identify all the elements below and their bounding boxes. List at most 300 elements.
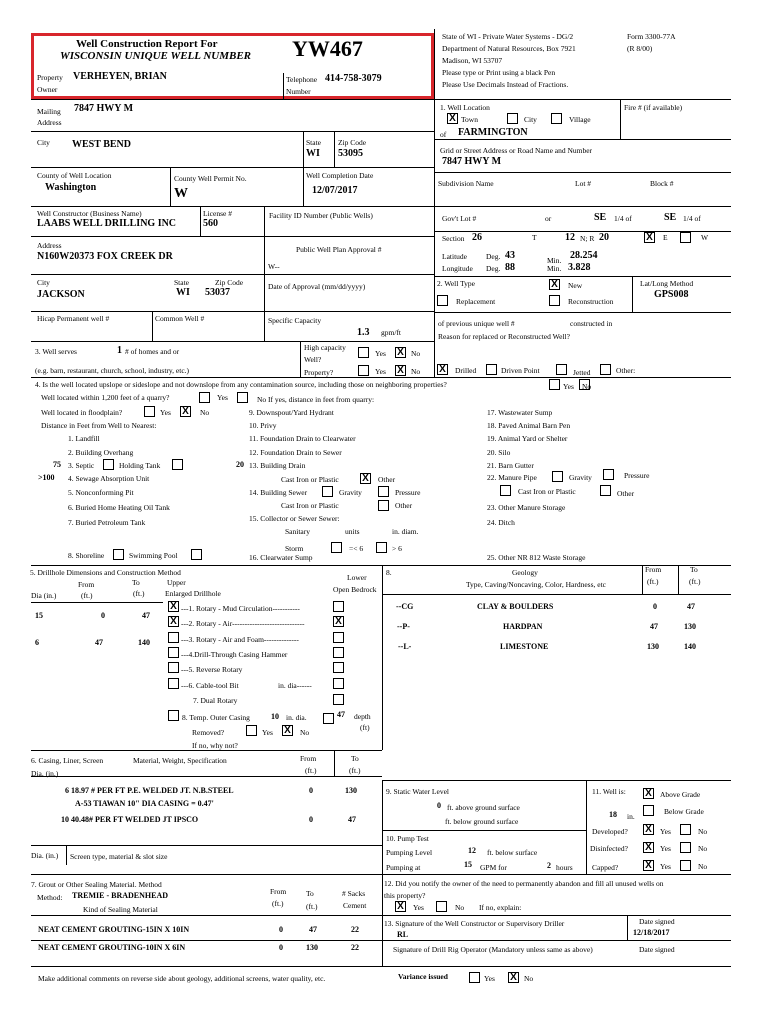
rig-operator-label: Signature of Drill Rig Operator (Mandatory unless same as above) <box>393 945 593 954</box>
yes-label: Yes <box>217 393 228 402</box>
well-type-label: 2. Well Type <box>437 279 475 288</box>
latitude-label: Latitude <box>442 252 467 261</box>
geology-from-ft: (ft.) <box>647 577 659 586</box>
pumping-level: 12 <box>468 846 476 855</box>
cement-label: Cement <box>343 901 367 910</box>
method-2-checkbox[interactable]: X <box>168 616 179 627</box>
floodplain-label: Well located in floodplain? <box>41 408 123 417</box>
divider <box>66 845 67 865</box>
other-label: Other <box>378 475 396 484</box>
floodplain-yes[interactable] <box>144 406 155 417</box>
date-signed-label-2: Date signed <box>639 945 675 954</box>
grout-to-label: To <box>306 889 314 898</box>
item-petroleum: 7. Buried Petroleum Tank <box>68 518 146 527</box>
item-barn-pen: 18. Paved Animal Barn Pen <box>487 421 571 430</box>
telephone-label: Telephone <box>286 75 318 84</box>
casing-from-1: 0 <box>309 786 313 795</box>
rule <box>434 139 731 140</box>
from-label: From <box>78 580 95 589</box>
county: Washington <box>45 182 97 193</box>
no-label: No <box>698 844 708 853</box>
rule <box>382 780 731 781</box>
item-landfill: 1. Landfill <box>68 434 100 443</box>
method-5: ---5. Reverse Rotary <box>181 665 243 674</box>
telephone: 414-758-3079 <box>325 73 382 84</box>
below-grade-label: Below Grade <box>664 807 704 816</box>
casing-to-ft: (ft.) <box>349 766 361 775</box>
method-3: ---3. Rotary - Air and Foam-------------- <box>181 635 299 644</box>
item-drain-clearwater: 11. Foundation Drain to Clearwater <box>249 434 356 443</box>
q12-text-2: this property? <box>384 891 426 900</box>
geology-code-1: --CG <box>396 602 414 611</box>
city-checkbox[interactable] <box>507 113 518 124</box>
rule <box>31 131 434 132</box>
west-checkbox[interactable] <box>680 232 691 243</box>
quarry-no-label: No If yes, distance in feet from quarry: <box>257 395 375 404</box>
rule <box>31 915 382 916</box>
latlong-method: GPS008 <box>654 289 689 300</box>
manure-pressure-checkbox[interactable] <box>603 469 614 480</box>
sanitary-label: Sanitary <box>285 527 310 536</box>
no-label: No <box>411 367 421 376</box>
well-is-label: 11. Well is: <box>592 787 626 796</box>
latitude-degrees: 43 <box>505 250 515 261</box>
hicap-well-yes[interactable] <box>358 347 369 358</box>
divider <box>678 565 679 594</box>
gravity-label: Gravity <box>339 488 362 497</box>
drill-from-2: 47 <box>95 638 103 647</box>
yes-label: Yes <box>413 903 424 912</box>
drill-dia-1: 15 <box>35 611 43 620</box>
casing-to-1: 130 <box>345 786 357 795</box>
geology-desc-1: CLAY & BOULDERS <box>477 602 554 611</box>
grout-sacks-1: 22 <box>351 925 359 934</box>
rule <box>31 206 731 207</box>
method-8-checkbox[interactable] <box>168 710 179 721</box>
static-water-level: 0 <box>437 801 441 810</box>
jetted-checkbox[interactable] <box>556 364 567 375</box>
mailing-label: Address <box>37 118 62 127</box>
depth-ft: (ft) <box>360 723 370 732</box>
below-grade-checkbox[interactable] <box>643 805 654 816</box>
date-signed: 12/18/2017 <box>633 928 670 937</box>
county-label: County of Well Location <box>37 171 112 180</box>
rule <box>434 312 731 313</box>
yes-label: Yes <box>660 844 671 853</box>
town-checkbox[interactable]: X <box>447 113 458 124</box>
quarry-no[interactable] <box>237 392 248 403</box>
depth-label: depth <box>354 712 371 721</box>
distance-building-drain: 20 <box>236 460 244 469</box>
distance-septic: 75 <box>53 460 61 469</box>
item-collector: 15. Collector or Sewer Sewer: <box>249 514 340 523</box>
cast-iron-label-2: Cast Iron or Plastic <box>281 501 339 510</box>
rule <box>382 830 586 831</box>
constructor-address: N160W20373 FOX CREEK DR <box>37 251 173 262</box>
method-8-lower[interactable] <box>323 713 334 724</box>
rule <box>31 311 434 312</box>
casing-row-2: 10 40.48# PER FT WELDED JT IPSCO <box>61 815 199 824</box>
to-label: To <box>132 578 140 587</box>
divider <box>620 99 621 139</box>
plan-approval-label: Public Well Plan Approval # <box>296 245 382 254</box>
q4-yes[interactable] <box>549 379 560 390</box>
pressure-label: Pressure <box>395 488 421 497</box>
gt6-label: > 6 <box>392 544 402 553</box>
hicap-property-yes[interactable] <box>358 365 369 376</box>
no-label: No <box>455 903 465 912</box>
divider <box>382 874 383 966</box>
west-label: W <box>701 233 709 242</box>
above-grade-checkbox[interactable]: X <box>643 788 654 799</box>
item-septic: 3. Septic <box>68 461 95 470</box>
yes-label: Yes <box>563 382 574 391</box>
method-4-lower[interactable] <box>333 647 344 658</box>
shoreline-checkbox[interactable] <box>113 549 124 560</box>
jetted-label: Jetted <box>573 368 591 377</box>
method-label: Method: <box>37 893 63 902</box>
method-7: 7. Dual Rotary <box>193 696 238 705</box>
address-label: Address <box>37 241 62 250</box>
pressure-label-2: Pressure <box>624 471 650 480</box>
mailing-label: Mailing <box>37 107 61 116</box>
if-no-explain: If no, explain: <box>479 903 522 912</box>
ft-label: (ft.) <box>81 591 93 600</box>
casing-from-2: 0 <box>309 815 313 824</box>
fire-label: Fire # (if available) <box>624 103 683 112</box>
divider <box>264 206 265 341</box>
owner-city: WEST BEND <box>72 139 132 150</box>
date-signed-label: Date signed <box>639 917 675 926</box>
pressure-checkbox[interactable] <box>378 486 389 497</box>
constructor-name: LAABS WELL DRILLING INC <box>37 218 177 229</box>
rule <box>383 594 731 595</box>
rule <box>31 776 382 777</box>
distance-sewage: >100 <box>38 473 55 482</box>
rule <box>31 940 382 941</box>
casing-row-1a: 6 18.97 # PER FT P.E. WELDED JT. N.B.STEEL <box>65 786 234 795</box>
grid-label: Grid or Street Address or Road Name and Number <box>440 146 593 155</box>
form-subtitle: WISCONSIN UNIQUE WELL NUMBER <box>60 50 252 62</box>
sacks-label: # Sacks <box>342 889 366 898</box>
pumping-gpm: 15 <box>464 860 472 869</box>
pumping-at-label: Pumping at <box>386 863 421 872</box>
geology-from-2: 47 <box>650 622 658 631</box>
divider <box>632 276 633 312</box>
hicap-property-no[interactable]: X <box>395 365 406 376</box>
rule <box>434 172 731 173</box>
rule <box>31 167 434 168</box>
item-downspout: 9. Downspout/Yard Hydrant <box>249 408 334 417</box>
no-label: No <box>411 349 421 358</box>
yes-label: Yes <box>262 728 273 737</box>
method-6-lower[interactable] <box>333 678 344 689</box>
rule <box>31 236 434 237</box>
new-checkbox[interactable]: X <box>549 279 560 290</box>
capped-label: Capped? <box>592 863 619 872</box>
reconstruction-checkbox[interactable] <box>549 295 560 306</box>
other-label-2: Other <box>395 501 413 510</box>
above-ground-label: ft. above ground surface <box>447 803 520 812</box>
divider <box>382 565 383 750</box>
deg-label: Deg. <box>486 252 501 261</box>
notify-yes[interactable]: X <box>395 901 406 912</box>
geology-to-2: 130 <box>684 622 696 631</box>
method-1-lower[interactable] <box>333 601 344 612</box>
serves-eg: (e.g. barn, restaurant, church, school, industry, etc.) <box>35 366 190 375</box>
homes-count: 1 <box>117 345 122 356</box>
units-label: units <box>345 527 360 536</box>
method-3-lower[interactable] <box>333 632 344 643</box>
variance-yes[interactable] <box>469 972 480 983</box>
driven-checkbox[interactable] <box>486 364 497 375</box>
geology-from-3: 130 <box>647 642 659 651</box>
capped-no[interactable] <box>680 860 691 871</box>
casing-from-ft: (ft.) <box>305 766 317 775</box>
center-divider <box>434 29 435 377</box>
owner-state: WI <box>306 148 320 159</box>
rule <box>31 99 731 100</box>
other-label-3: Other <box>617 489 635 498</box>
open-bedrock-label: Open Bedrock <box>333 585 377 594</box>
serves-label: 3. Well serves <box>35 347 77 356</box>
casing-to-2: 47 <box>348 815 356 824</box>
manure-cast-checkbox[interactable] <box>500 485 511 496</box>
well-number: YW467 <box>292 36 363 61</box>
above-grade-label: Above Grade <box>660 790 701 799</box>
longitude-label: Longitude <box>442 264 473 273</box>
section-label: Section <box>442 234 465 243</box>
geology-to: To <box>690 565 698 574</box>
rule <box>31 750 382 751</box>
geology-title: Geology <box>512 568 538 577</box>
quarter-1: SE <box>594 212 607 223</box>
of-label: of <box>440 130 447 139</box>
common-well-label: Common Well # <box>155 314 205 323</box>
agency-line-2: Department of Natural Resources, Box 7921 <box>442 44 576 53</box>
hicap-well-no[interactable]: X <box>395 347 406 358</box>
grout-from-1: 0 <box>279 925 283 934</box>
le6-checkbox[interactable] <box>331 542 342 553</box>
gravity-checkbox[interactable] <box>322 486 333 497</box>
yes-label: Yes <box>160 408 171 417</box>
method-2-lower[interactable]: X <box>333 616 344 627</box>
grout-kind-1: NEAT CEMENT GROUTING-15IN X 10IN <box>38 925 190 934</box>
cast-iron-checkbox[interactable]: X <box>360 473 371 484</box>
variance-no[interactable]: X <box>508 972 519 983</box>
grout-sacks-2: 22 <box>351 943 359 952</box>
static-water-label: 9. Static Water Level <box>386 787 449 796</box>
village-checkbox[interactable] <box>551 113 562 124</box>
casing-dia-label: Dia. (in.) <box>31 769 59 778</box>
grout-to-2: 130 <box>306 943 318 952</box>
geology-to-ft: (ft.) <box>689 577 701 586</box>
divider <box>303 131 304 167</box>
inches-label: in. <box>627 812 635 821</box>
storm-label: Storm <box>285 544 304 553</box>
drill-to-2: 140 <box>138 638 150 647</box>
geology-desc-3: LIMESTONE <box>500 642 549 651</box>
removed-yes[interactable] <box>246 725 257 736</box>
enlarged-label: Enlarged Drillhole <box>165 589 221 598</box>
geology-subtitle: Type, Caving/Noncaving, Color, Hardness, etc <box>466 580 606 589</box>
item-wastewater-sump: 17. Wastewater Sump <box>487 408 553 417</box>
quarry-label: Well located within 1,200 feet of a quarry? <box>41 393 170 402</box>
town-name: FARMINGTON <box>458 127 528 138</box>
rule <box>31 377 731 378</box>
latlong-label: Lat/Long Method <box>640 279 694 288</box>
or-label: or <box>545 214 552 223</box>
quarry-yes[interactable] <box>199 392 210 403</box>
item-sewage: 4. Sewage Absorption Unit <box>68 474 150 483</box>
item-oil-tank: 6. Buried Home Heating Oil Tank <box>68 503 170 512</box>
drilled-label: Drilled <box>455 366 477 375</box>
removed-no[interactable]: X <box>282 725 293 736</box>
casing-to-label: To <box>351 754 359 763</box>
item-shoreline: 8. Shoreline <box>68 551 105 560</box>
outer-casing-dia-label: in. dia. <box>286 713 307 722</box>
signature-initials: RL <box>397 930 409 939</box>
item-building-drain: 13. Building Drain <box>249 461 306 470</box>
item-animal-yard: 19. Animal Yard or Shelter <box>487 434 568 443</box>
nr-label: N; R <box>580 234 595 243</box>
notify-no[interactable] <box>436 901 447 912</box>
drill-dia-2: 6 <box>35 638 39 647</box>
method-7-lower[interactable] <box>333 694 344 705</box>
east-checkbox[interactable]: X <box>644 232 655 243</box>
drill-to-1: 47 <box>142 611 150 620</box>
form-title: Well Construction Report For <box>76 38 218 50</box>
no-label: No <box>524 974 534 983</box>
disinfected-label: Disinfected? <box>590 844 628 853</box>
casing-label: 6. Casing, Liner, Screen <box>31 756 104 765</box>
dia-label: Dia (in.) <box>31 591 57 600</box>
item-waste-storage: 25. Other NR 812 Waste Storage <box>487 553 586 562</box>
reason-label: Reason for replaced or Reconstructed Well? <box>438 332 570 341</box>
floodplain-no[interactable]: X <box>180 406 191 417</box>
permit-label: County Well Permit No. <box>174 174 247 183</box>
rule <box>31 274 434 275</box>
septic-checkbox[interactable] <box>103 459 114 470</box>
zip-label: Zip Code <box>338 138 367 147</box>
grout-method: TREMIE - BRADENHEAD <box>72 891 169 900</box>
min-label: Min. <box>547 264 562 273</box>
form-revision: (R 8/00) <box>627 44 653 53</box>
below-ground-label: ft. below ground surface <box>445 817 519 826</box>
item-ditch: 24. Ditch <box>487 518 515 527</box>
q4-text: 4. Is the well located upslope or sideslope and not downslope from any contamination source, including those on neighboring properties? <box>35 380 447 389</box>
range: 20 <box>599 232 609 243</box>
item-building-sewer: 14. Building Sewer <box>249 488 308 497</box>
min-label: Min. <box>547 256 562 265</box>
w-dash: W-- <box>268 262 280 271</box>
replacement-checkbox[interactable] <box>437 295 448 306</box>
t-label: T <box>532 233 537 242</box>
city-label: City <box>37 138 50 147</box>
casing-row-1b: A-53 TIAWAN 10" DIA CASING = 0.47' <box>75 799 214 808</box>
cast-iron-checkbox-2[interactable] <box>378 500 389 511</box>
gt6-checkbox[interactable] <box>376 542 387 553</box>
yes-label: Yes <box>660 862 671 871</box>
developed-yes[interactable]: X <box>643 824 654 835</box>
hicap-well-label: High capacity <box>304 343 346 352</box>
pumping-hours: 2 <box>547 861 551 870</box>
method-4-checkbox[interactable] <box>168 647 179 658</box>
divider <box>303 167 304 206</box>
upper-label: Upper <box>167 578 186 587</box>
q12-text: 12. Did you notify the owner of the need to permanently abandon and fill all unused wells on <box>384 879 664 888</box>
ft-label: (ft.) <box>133 589 145 598</box>
grout-to-ft: (ft.) <box>306 902 318 911</box>
driven-label: Driven Point <box>501 366 540 375</box>
geology-desc-2: HARDPAN <box>503 622 543 631</box>
geology-number: 8. <box>386 568 392 577</box>
agency-line-5: Please Use Decimals Instead of Fractions. <box>442 80 569 89</box>
swimming-checkbox[interactable] <box>191 549 202 560</box>
govt-lot-label: Gov't Lot # <box>442 214 477 223</box>
item-manure-storage: 23. Other Manure Storage <box>487 503 566 512</box>
method-3-checkbox[interactable] <box>168 632 179 643</box>
method-5-lower[interactable] <box>333 662 344 673</box>
method-6-checkbox[interactable] <box>168 678 179 689</box>
casing-material-label: Material, Weight, Specification <box>133 756 227 765</box>
rule <box>434 276 731 277</box>
manure-other-checkbox[interactable] <box>600 485 611 496</box>
geology-to-1: 47 <box>687 602 695 611</box>
hours-label: hours <box>556 863 573 872</box>
city-option-label: City <box>524 115 537 124</box>
constructor-state: WI <box>176 287 190 298</box>
method-6-dia: in. dia------ <box>278 681 312 690</box>
method-5-checkbox[interactable] <box>168 662 179 673</box>
permit: W <box>174 186 188 201</box>
no-label: No <box>698 862 708 871</box>
location-label: 1. Well Location <box>440 103 490 112</box>
geology-from-1: 0 <box>653 602 657 611</box>
developed-no[interactable] <box>680 824 691 835</box>
owner-label: Property <box>37 73 63 82</box>
grout-to-1: 47 <box>309 925 317 934</box>
distance-label: Distance in Feet from Well to Nearest: <box>41 421 157 430</box>
drilled-checkbox[interactable]: X <box>437 364 448 375</box>
method-2: ---2. Rotary - Air----------------------------- <box>181 619 305 628</box>
east-label: E <box>663 233 668 242</box>
divider <box>300 341 301 377</box>
item-privy: 10. Privy <box>249 421 277 430</box>
capped-yes[interactable]: X <box>643 860 654 871</box>
method-8: 8. Temp. Outer Casing <box>182 713 250 722</box>
screen-label: Screen type, material & slot size <box>70 852 168 861</box>
divider <box>642 565 643 594</box>
divider <box>152 311 153 341</box>
rule <box>31 966 731 967</box>
disinfected-no[interactable] <box>680 842 691 853</box>
town-label: Town <box>461 115 478 124</box>
manure-gravity-checkbox[interactable] <box>552 471 563 482</box>
drill-from-1: 0 <box>101 611 105 620</box>
item-drain-sewer: 12. Foundation Drain to Sewer <box>249 448 342 457</box>
yes-label: Yes <box>484 974 495 983</box>
previous-well-label: of previous unique well # <box>438 319 515 328</box>
other-type-checkbox[interactable] <box>600 364 611 375</box>
disinfected-yes[interactable]: X <box>643 842 654 853</box>
divider <box>334 750 335 776</box>
lot-label: Lot # <box>575 179 592 188</box>
method-1-checkbox[interactable]: X <box>168 601 179 612</box>
capacity-unit: gpm/ft <box>381 328 401 337</box>
holding-tank-checkbox[interactable] <box>172 459 183 470</box>
license: 560 <box>203 218 218 229</box>
